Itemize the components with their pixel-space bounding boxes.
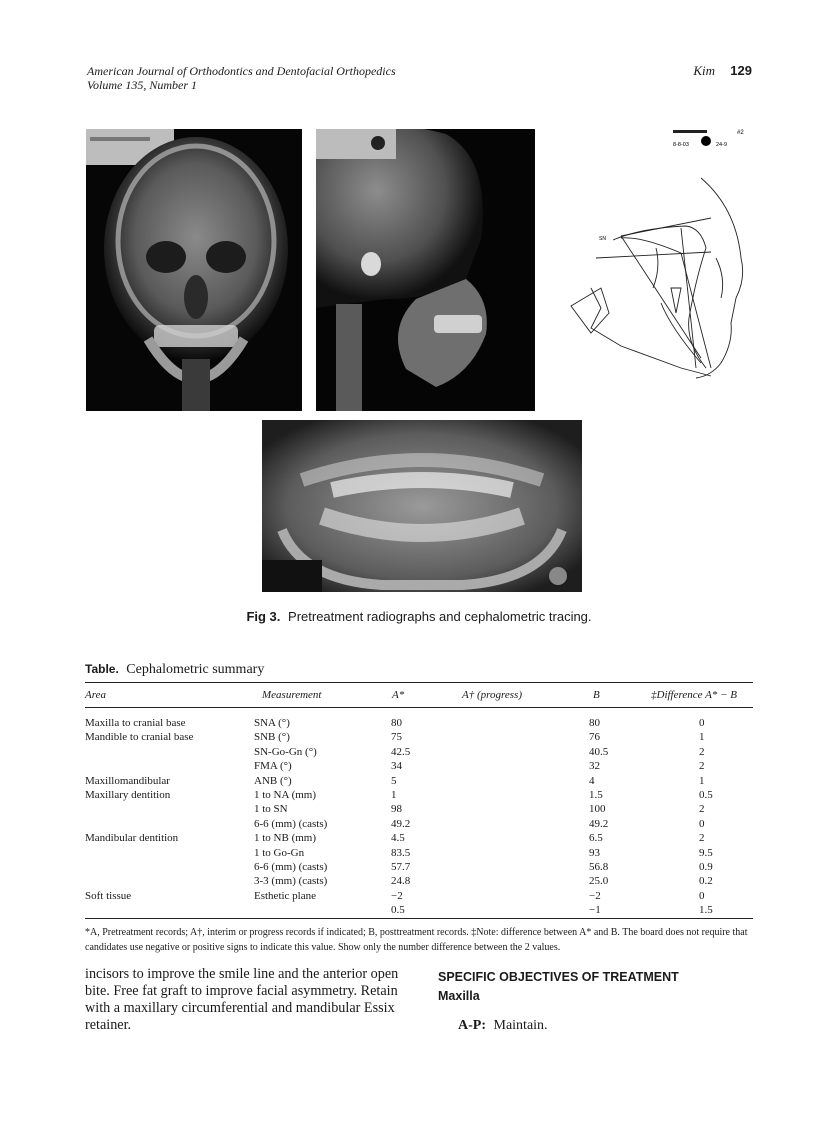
- table-header-rule: [85, 707, 753, 708]
- cell-b: 4: [589, 774, 595, 787]
- cell-difference: 0.5: [699, 789, 713, 801]
- cell-area: Soft tissue: [85, 889, 132, 902]
- cell-difference: 0: [699, 717, 705, 729]
- body-line: bite. Free fat graft to improve facial asymmetry. Retain: [85, 983, 398, 999]
- cell-b: −1: [589, 904, 601, 917]
- section-heading-block: [438, 968, 679, 1006]
- cell-area: Mandibular dentition: [85, 832, 179, 845]
- cell-measurement: 6-6 (mm) (casts): [254, 861, 328, 873]
- cell-a: 24.8: [391, 875, 411, 888]
- col-header-a: A*: [392, 689, 405, 701]
- table-title-text: Cephalometric summary: [126, 662, 265, 677]
- journal-volume: Volume 135, Number 1: [87, 78, 197, 92]
- cell-measurement: 3-3 (mm) (casts): [254, 875, 328, 888]
- cell-b: 40.5: [589, 745, 609, 758]
- body-paragraph: [85, 966, 415, 1034]
- col-header-difference: ‡Difference A* − B: [651, 689, 737, 701]
- cell-difference: 0.9: [699, 861, 713, 873]
- cell-b: 93: [589, 846, 600, 859]
- cell-measurement: 6-6 (mm) (casts): [254, 817, 328, 830]
- tracing-id-bar: [673, 130, 707, 133]
- cell-area: Maxilla to cranial base: [85, 717, 186, 729]
- table-title: [85, 662, 264, 678]
- cell-a: 42.5: [391, 745, 411, 758]
- cell-b: 6.5: [589, 832, 603, 845]
- cell-measurement: Esthetic plane: [254, 889, 317, 902]
- page-number: 129: [730, 63, 752, 78]
- cell-a: 49.2: [391, 817, 411, 830]
- cell-measurement: ANB (°): [254, 774, 292, 787]
- tracing-label-date: 8-8-03: [673, 142, 689, 148]
- cell-a: 5: [391, 774, 397, 787]
- cell-b: 80: [589, 717, 600, 729]
- cell-b: 100: [589, 803, 606, 816]
- cell-difference: 0: [699, 889, 705, 902]
- table-bottom-rule: [85, 918, 753, 919]
- ap-text: Maintain.: [493, 1018, 548, 1033]
- frontal-radiograph: [86, 129, 302, 411]
- cell-a: 4.5: [391, 832, 405, 845]
- cell-a: 98: [391, 803, 402, 816]
- cell-measurement: 1 to Go-Gn: [254, 846, 305, 859]
- ap-objective: [458, 1018, 548, 1034]
- cell-b: 49.2: [589, 817, 609, 830]
- figure-caption-text: Pretreatment radiographs and cephalometric tracing.: [288, 609, 592, 624]
- cell-difference: 2: [699, 803, 705, 816]
- cell-a: 1: [391, 789, 397, 801]
- cell-difference: 1.5: [699, 904, 713, 917]
- figure-label: Fig 3.: [246, 609, 281, 624]
- cell-b: 76: [589, 731, 600, 744]
- cell-measurement: 1 to NA (mm): [254, 789, 317, 801]
- body-line: with a maxillary circumferential and mandibular Essix: [85, 1000, 395, 1016]
- ap-label: A-P:: [458, 1018, 486, 1033]
- cell-a: 80: [391, 717, 402, 729]
- subsection-heading: Maxilla: [438, 989, 480, 1003]
- running-header: [87, 64, 396, 92]
- col-header-measurement: Measurement: [262, 689, 322, 701]
- cell-a: 34: [391, 760, 402, 773]
- cell-difference: 2: [699, 760, 705, 773]
- col-header-progress: A† (progress): [462, 689, 522, 701]
- cell-a: −2: [391, 889, 403, 902]
- panoramic-radiograph: [262, 420, 582, 592]
- cell-area: Maxillary dentition: [85, 789, 171, 801]
- section-heading: SPECIFIC OBJECTIVES OF TREATMENT: [438, 970, 679, 984]
- cell-measurement: 1 to SN: [254, 803, 288, 816]
- cell-measurement: SN-Go-Gn (°): [254, 745, 317, 758]
- cell-b: 32: [589, 760, 600, 773]
- tracing-sn-label: SN: [599, 236, 606, 242]
- cell-area: Maxillomandibular: [85, 774, 170, 787]
- cell-b: 1.5: [589, 789, 603, 801]
- table-footnote: *A, Pretreatment records; A†, interim or progress records if indicated; B, posttreatment records. ‡Note: difference between A* and B. The board does not require that candidates use negative or positive signs to indicate this value. Show only the number difference between the 2 values.: [85, 927, 748, 953]
- cell-difference: 1: [699, 774, 705, 787]
- cell-a: 75: [391, 731, 402, 744]
- cell-b: 25.0: [589, 875, 609, 888]
- col-header-b: B: [593, 689, 600, 701]
- cell-area: Mandible to cranial base: [85, 731, 194, 744]
- cell-measurement: FMA (°): [254, 760, 292, 773]
- col-header-area: Area: [85, 689, 106, 701]
- cell-measurement: SNA (°): [254, 717, 290, 729]
- table-top-rule: [85, 682, 753, 683]
- tracing-label-age: 24-9: [716, 142, 728, 148]
- body-line: incisors to improve the smile line and the anterior open: [85, 966, 399, 982]
- cell-difference: 0: [699, 817, 705, 830]
- figure-caption: [0, 609, 838, 624]
- cephalometric-tracing: [561, 128, 751, 390]
- author-name: Kim: [693, 63, 716, 78]
- cell-b: −2: [589, 889, 601, 902]
- tracing-marker-dot: [701, 136, 711, 146]
- cell-difference: 2: [699, 832, 705, 845]
- table-label: Table.: [85, 662, 119, 676]
- body-line: retainer.: [85, 1017, 132, 1033]
- page-header-right: [693, 63, 752, 79]
- cell-difference: 9.5: [699, 846, 713, 859]
- tracing-label-number: #2: [737, 130, 744, 136]
- cell-measurement: SNB (°): [254, 731, 290, 744]
- cell-difference: 2: [699, 745, 705, 758]
- cell-difference: 0.2: [699, 875, 713, 888]
- journal-title: American Journal of Orthodontics and Dentofacial Orthopedics: [87, 64, 396, 78]
- cell-difference: 1: [699, 731, 705, 744]
- cell-measurement: 1 to NB (mm): [254, 832, 317, 845]
- cell-a: 57.7: [391, 861, 411, 873]
- cell-a: 0.5: [391, 904, 405, 917]
- lateral-cephalogram: [316, 129, 535, 411]
- cell-a: 83.5: [391, 846, 411, 859]
- cell-b: 56.8: [589, 861, 609, 873]
